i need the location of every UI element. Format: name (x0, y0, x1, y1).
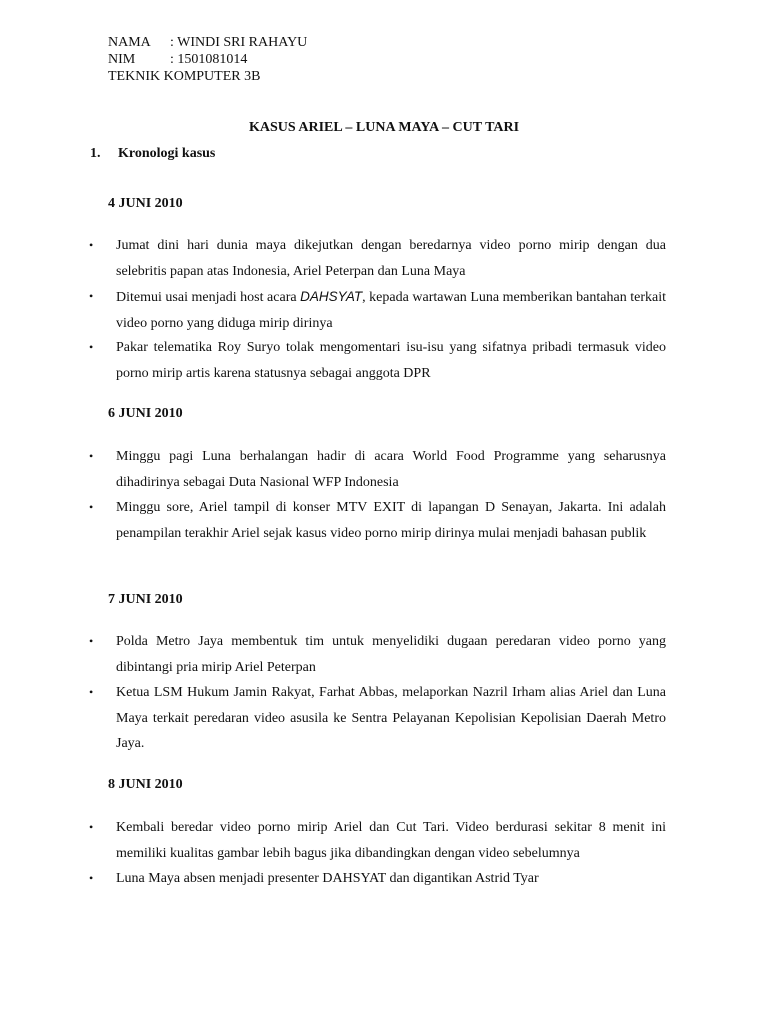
nim-label: NIM (108, 52, 136, 67)
list-item (89, 495, 666, 546)
date-heading: 7 JUNI 2010 (108, 592, 183, 607)
student-name-line (108, 35, 307, 51)
list-item-text-cont: , kepada wartawan Luna memberikan bantahan terkait video porno yang diduga mirip dirinya (116, 290, 666, 331)
student-nim-line (108, 52, 247, 68)
list-item (89, 680, 666, 757)
list-item (89, 233, 666, 284)
list-item (89, 629, 666, 680)
bullet-icon: • (89, 289, 94, 303)
section-number: 1. (90, 146, 101, 161)
date-heading: 8 JUNI 2010 (108, 777, 183, 792)
bullet-icon: • (89, 634, 94, 648)
bullet-icon: • (89, 500, 94, 514)
bullet-icon: • (89, 238, 94, 252)
list-item-text: Minggu pagi Luna berhalangan hadir di acara World Food Programme yang seharusnya dihadirinya sebagai Duta Nasional WFP Indonesia (116, 449, 666, 490)
list-item-text: Minggu sore, Ariel tampil di konser MTV EXIT di lapangan D Senayan, Jakarta. Ini adalah penampilan terakhir Ariel sejak kasus video porno mirip dirinya mulai menjadi bahasan publik (116, 500, 666, 541)
name-label: NAMA (108, 35, 151, 50)
class-line: TEKNIK KOMPUTER 3B (108, 69, 261, 84)
date-heading: 6 JUNI 2010 (108, 406, 183, 421)
date-heading: 4 JUNI 2010 (108, 196, 183, 211)
document-title: KASUS ARIEL – LUNA MAYA – CUT TARI (248, 120, 520, 135)
list-item-text: Jumat dini hari dunia maya dikejutkan dengan beredarnya video porno mirip dengan dua selebritis papan atas Indonesia, Ariel Peterpan dan Luna Maya (116, 238, 666, 279)
name-value: : WINDI SRI RAHAYU (170, 35, 308, 50)
list-item (89, 444, 666, 495)
section-heading (90, 146, 215, 162)
list-item (89, 866, 666, 892)
show-name-emphasis: DAHSYAT (300, 289, 363, 304)
bullet-icon: • (89, 871, 94, 885)
list-item-text: Ditemui usai menjadi host acara (116, 290, 301, 305)
list-item (89, 335, 666, 386)
list-item (89, 284, 666, 336)
list-item-text: Kembali beredar video porno mirip Ariel dan Cut Tari. Video berdurasi sekitar 8 menit ini memiliki kualitas gambar lebih bagus jika dibandingkan dengan video sebelumnya (116, 820, 666, 861)
list-item-text: Ketua LSM Hukum Jamin Rakyat, Farhat Abbas, melaporkan Nazril Irham alias Ariel dan Luna Maya terkait peredaran video asusila ke Sentra Pelayanan Kepolisian Kepolisian Daerah Metro Jaya. (116, 685, 666, 751)
bullet-icon: • (89, 820, 94, 834)
list-item-text: Luna Maya absen menjadi presenter DAHSYAT dan digantikan Astrid Tyar (116, 871, 539, 886)
bullet-icon: • (89, 340, 94, 354)
bullet-icon: • (89, 449, 94, 463)
section-title: Kronologi kasus (118, 146, 216, 161)
nim-value: : 1501081014 (170, 52, 248, 67)
bullet-icon: • (89, 685, 94, 699)
list-item-text: Polda Metro Jaya membentuk tim untuk menyelidiki dugaan peredaran video porno yang dibintangi pria mirip Ariel Peterpan (116, 634, 666, 675)
list-item-text: Pakar telematika Roy Suryo tolak mengomentari isu-isu yang sifatnya pribadi termasuk video porno mirip artis karena statusnya sebagai anggota DPR (116, 340, 666, 381)
list-item (89, 815, 666, 866)
